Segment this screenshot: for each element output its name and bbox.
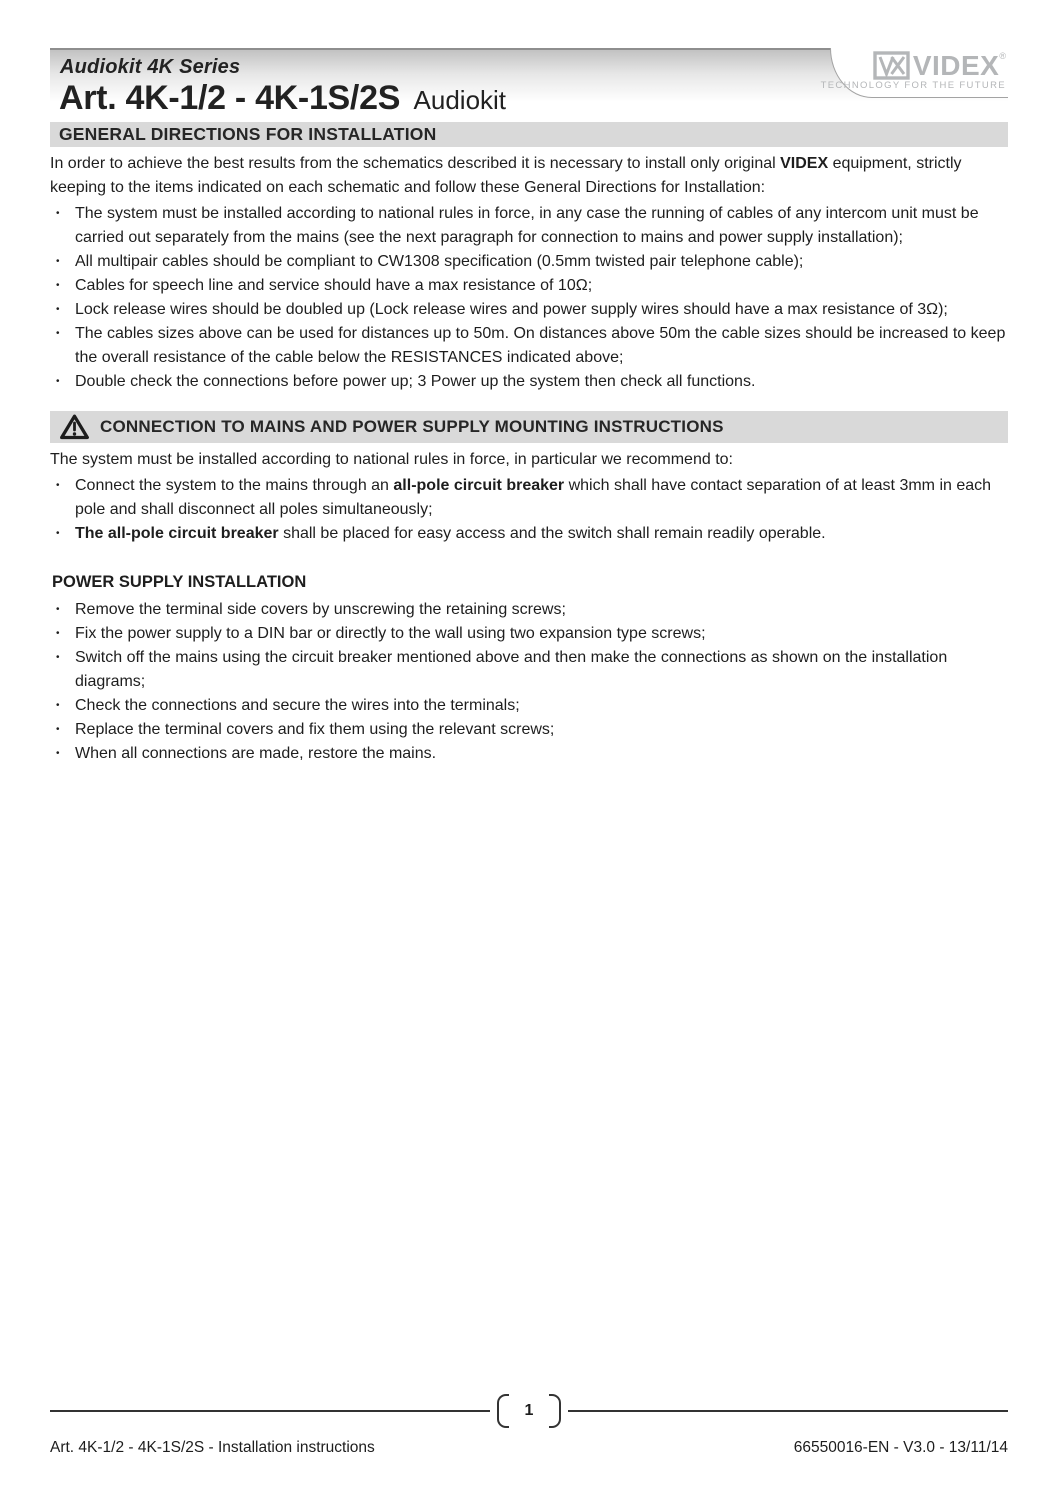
registered-mark: ® (999, 51, 1006, 61)
bracket-right-icon (549, 1394, 561, 1428)
bullet-icon: • (56, 528, 60, 539)
bullet-icon: • (56, 700, 60, 711)
bullet-text: Double check the connections before power up; 3 Power up the system then check all functions. (75, 373, 756, 390)
power-supply-heading: POWER SUPPLY INSTALLATION (52, 573, 307, 591)
warning-icon (59, 413, 90, 441)
section-heading-text: CONNECTION TO MAINS AND POWER SUPPLY MOUNTING INSTRUCTIONS (100, 417, 724, 436)
footer-text-row (50, 1439, 1008, 1457)
list-item (50, 370, 1008, 394)
bullet-icon: • (56, 724, 60, 735)
list-item (50, 742, 1008, 766)
list-item (50, 202, 1008, 250)
page-title: Art. 4K-1/2 - 4K-1S/2S (59, 79, 401, 117)
list-item (50, 522, 1008, 546)
logo-row (873, 51, 1006, 80)
bullet-text: The cables sizes above can be used for distances up to 50m. On distances above 50m the cable sizes should be increased to keep the overall resistance of the cable below the RESISTANCES indicated above; (75, 325, 1006, 366)
section-heading-text: GENERAL DIRECTIONS FOR INSTALLATION (59, 124, 437, 144)
bullet-icon: • (56, 604, 60, 615)
bracket-left-icon (497, 1394, 509, 1428)
list-item (50, 622, 1008, 646)
bullet-text: The system must be installed according to national rules in force, in any case the running of cables of any intercom unit must be carried out separately from the mains (see the next paragraph for connection to mains and power supply installation); (75, 205, 979, 246)
bullet-text: Replace the terminal covers and fix them using the relevant screws; (75, 721, 555, 738)
list-item (50, 718, 1008, 742)
power-bullet-list (50, 598, 1008, 766)
list-item (50, 298, 1008, 322)
rule-left (50, 1410, 490, 1412)
bullet-text: Lock release wires should be doubled up (Lock release wires and power supply wires should have a max resistance of 3Ω); (75, 301, 948, 318)
footer-left: Art. 4K-1/2 - 4K-1S/2S - Installation instructions (50, 1439, 375, 1456)
bullet-icon: • (56, 256, 60, 267)
list-item (50, 646, 1008, 694)
rule-right (568, 1410, 1008, 1412)
logo-tagline: TECHNOLOGY FOR THE FUTURE (820, 80, 1006, 91)
bullet-icon: • (56, 652, 60, 663)
videx-logo (820, 48, 1008, 98)
bullet-icon: • (56, 748, 60, 759)
bullet-icon: • (56, 480, 60, 491)
bullet-icon: • (56, 376, 60, 387)
list-item (50, 274, 1008, 298)
bullet-text: Switch off the mains using the circuit breaker mentioned above and then make the connections as shown on the installation diagrams; (75, 649, 948, 690)
bullet-icon: • (56, 304, 60, 315)
bullet-text: All multipair cables should be compliant to CW1308 specification (0.5mm twisted pair telephone cable); (75, 253, 804, 270)
vx-monogram-icon (873, 51, 910, 80)
bullet-text: Connect the system to the mains through an all-pole circuit breaker which shall have contact separation of at least 3mm in each pole and shall disconnect all poles simultaneously; (75, 477, 992, 518)
list-item (50, 322, 1008, 370)
bullet-text: Check the connections and secure the wires into the terminals; (75, 697, 520, 714)
section-mains-heading (50, 411, 1008, 443)
page-number-rule (50, 1394, 1008, 1428)
page-footer (50, 1394, 1008, 1457)
mains-bullet-list (50, 474, 1008, 546)
footer-right: 66550016-EN - V3.0 - 13/11/14 (793, 1439, 1008, 1456)
general-bullet-list (50, 202, 1008, 394)
page-number: 1 (524, 1402, 534, 1419)
page-subtitle: Audiokit (413, 85, 507, 115)
bullet-text: When all connections are made, restore the mains. (75, 745, 437, 762)
bullet-icon: • (56, 208, 60, 219)
general-intro: In order to achieve the best results from the schematics described it is necessary to install only original VIDEX equipment, strictly keeping to the items indicated on each schematic and follow these General Directions for Installation: (50, 155, 962, 196)
list-item (50, 250, 1008, 274)
bullet-text: The all-pole circuit breaker shall be placed for easy access and the switch shall remain readily operable. (75, 525, 826, 542)
logo-wordmark: VIDEX (912, 49, 1000, 81)
list-item (50, 474, 1008, 522)
bullet-text: Remove the terminal side covers by unscrewing the retaining screws; (75, 601, 566, 618)
bullet-icon: • (56, 280, 60, 291)
list-item (50, 598, 1008, 622)
mains-intro: The system must be installed according to national rules in force, in particular we recommend to: (50, 451, 733, 468)
bullet-icon: • (56, 628, 60, 639)
list-item (50, 694, 1008, 718)
bullet-icon: • (56, 328, 60, 339)
masthead (50, 48, 1008, 122)
page-content (50, 0, 1008, 766)
bullet-text: Cables for speech line and service should have a max resistance of 10Ω; (75, 277, 593, 294)
series-title: Audiokit 4K Series (60, 56, 241, 78)
section-general-heading (50, 122, 1008, 147)
bullet-text: Fix the power supply to a DIN bar or directly to the wall using two expansion type screws; (75, 625, 706, 642)
